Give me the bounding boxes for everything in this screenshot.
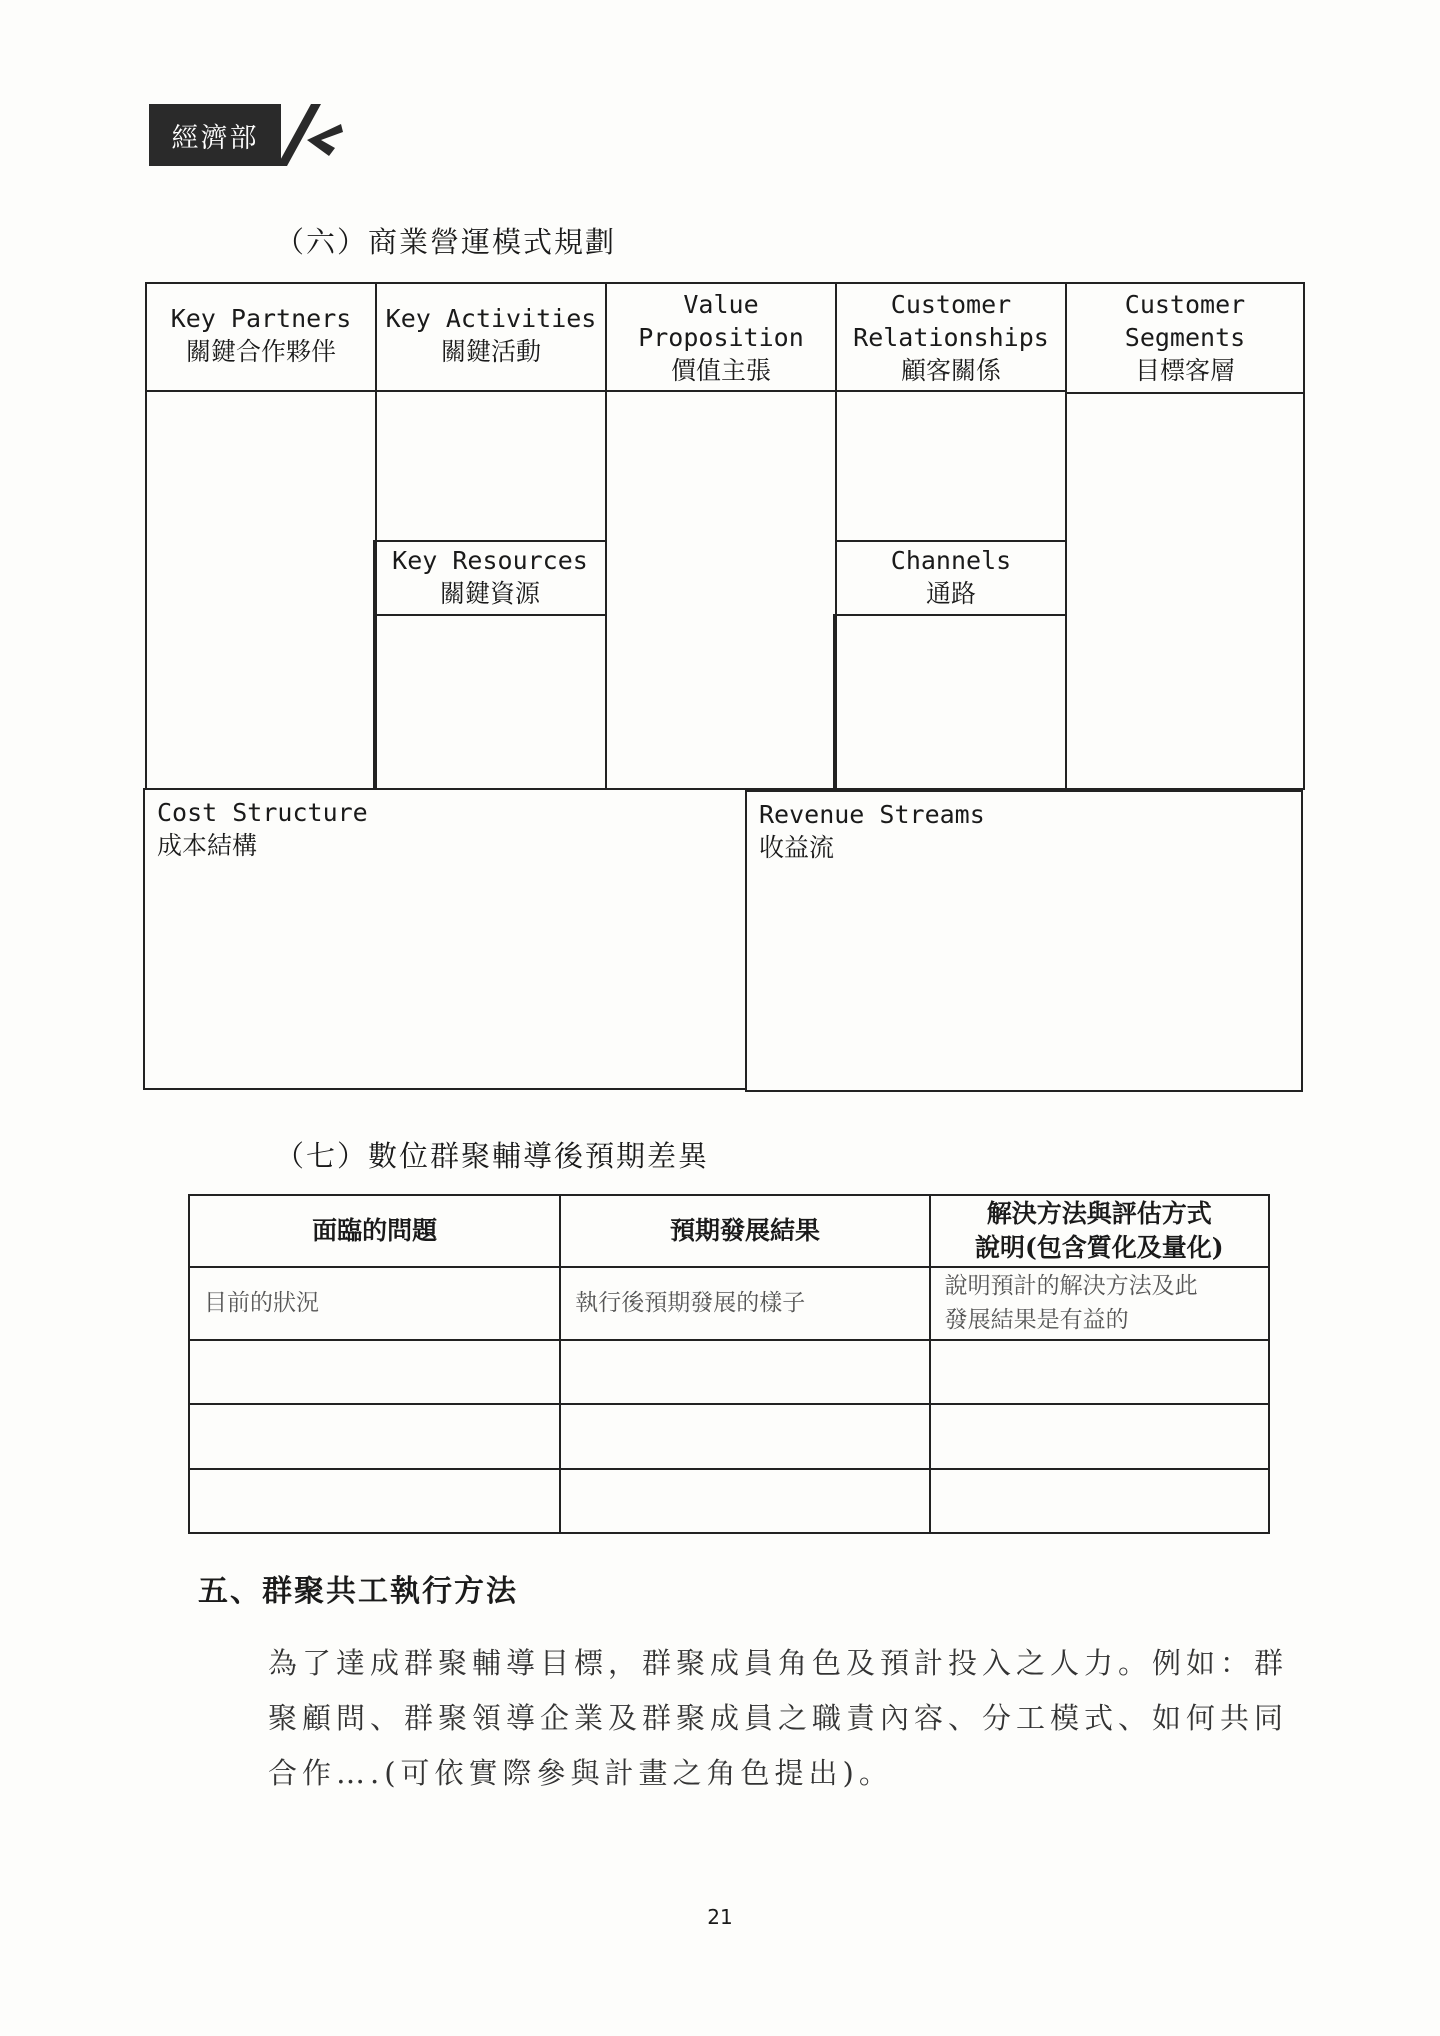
header-problem: 面臨的問題	[189, 1195, 560, 1267]
header-solution-line2: 說明(包含質化及量化)	[974, 1233, 1224, 1263]
value-proposition-area[interactable]	[605, 390, 837, 790]
key-partners-area[interactable]	[145, 390, 377, 790]
ministry-emblem-icon	[277, 104, 349, 166]
section-5-heading: 五、群聚共工執行方法	[198, 1574, 518, 1609]
sample-solution[interactable]	[930, 1267, 1269, 1339]
channels-label-en: Channels	[890, 546, 1012, 575]
key-activities-label-zh: 關鍵活動	[440, 337, 541, 366]
key-resources-header	[373, 540, 607, 616]
customer-relationships-label-en2: Relationships	[853, 323, 1049, 352]
customer-segments-label-en2: Segments	[1124, 323, 1246, 352]
value-proposition-label-en1: Value	[683, 290, 759, 319]
table-cell[interactable]	[189, 1340, 560, 1404]
customer-segments-area[interactable]	[1065, 392, 1305, 790]
cost-structure-area[interactable]	[143, 788, 747, 1090]
table-cell[interactable]	[189, 1404, 560, 1468]
table-cell[interactable]	[930, 1469, 1269, 1533]
key-partners-header	[145, 282, 377, 392]
sample-expected-result[interactable]: 執行後預期發展的樣子	[560, 1267, 929, 1339]
value-proposition-label-en2: Proposition	[638, 323, 804, 352]
key-activities-header	[375, 282, 607, 392]
table-cell[interactable]	[189, 1469, 560, 1533]
revenue-streams-label-en: Revenue Streams	[759, 800, 985, 829]
revenue-streams-label-zh: 收益流	[759, 833, 835, 862]
header-solution	[930, 1195, 1269, 1267]
sample-solution-line1: 說明預計的解決方法及此	[944, 1273, 1198, 1300]
customer-relationships-area[interactable]	[835, 390, 1067, 542]
table-row	[189, 1469, 1269, 1533]
table-cell[interactable]	[560, 1469, 929, 1533]
expected-difference-table	[188, 1194, 1270, 1534]
table-row	[189, 1404, 1269, 1468]
key-activities-area[interactable]	[375, 390, 607, 542]
table-cell[interactable]	[930, 1404, 1269, 1468]
key-activities-label-en: Key Activities	[385, 304, 597, 333]
header-solution-line1: 解決方法與評估方式	[986, 1199, 1212, 1229]
key-resources-area[interactable]	[373, 614, 607, 790]
key-resources-label-zh: 關鍵資源	[439, 579, 540, 608]
table-row	[189, 1340, 1269, 1404]
table-cell[interactable]	[560, 1340, 929, 1404]
table-row	[189, 1267, 1269, 1339]
value-proposition-header	[605, 282, 837, 392]
customer-relationships-label-zh: 顧客關係	[900, 356, 1001, 385]
ministry-logo	[149, 104, 349, 166]
customer-relationships-header	[835, 282, 1067, 392]
section-6-title: （六）商業營運模式規劃	[275, 225, 617, 259]
channels-header	[835, 540, 1067, 616]
channels-label-zh: 通路	[925, 579, 976, 608]
sample-solution-line2: 發展結果是有益的	[944, 1306, 1129, 1333]
key-partners-label-zh: 關鍵合作夥伴	[185, 337, 336, 366]
revenue-streams-area[interactable]	[745, 790, 1303, 1092]
page-number: 21	[707, 1905, 733, 1929]
key-resources-label-en: Key Resources	[392, 546, 588, 575]
key-partners-label-en: Key Partners	[170, 304, 352, 333]
customer-segments-header	[1065, 282, 1305, 394]
channels-area[interactable]	[833, 614, 1067, 790]
header-expected-result: 預期發展結果	[560, 1195, 929, 1267]
value-proposition-label-zh: 價值主張	[670, 356, 771, 385]
sample-current-status[interactable]: 目前的狀況	[189, 1267, 560, 1339]
customer-segments-label-zh: 目標客層	[1134, 356, 1235, 385]
cost-structure-label-en: Cost Structure	[157, 798, 368, 827]
table-header-row	[189, 1195, 1269, 1267]
business-model-canvas	[145, 282, 1305, 1096]
table-cell[interactable]	[930, 1340, 1269, 1404]
section-5-body: 為了達成群聚輔導目標，群聚成員角色及預計投入之人力。例如：群聚顧問、群聚領導企業及群聚成員之職責內容、分工模式、如何共同合作….(可依實際參與計畫之角色提出)。	[268, 1646, 1289, 1790]
table-cell[interactable]	[560, 1404, 929, 1468]
ministry-name: 經濟部	[149, 104, 281, 166]
cost-structure-label-zh: 成本結構	[157, 831, 258, 860]
section-7-title: （七）數位群聚輔導後預期差異	[275, 1139, 710, 1173]
customer-relationships-label-en1: Customer	[890, 290, 1012, 319]
customer-segments-label-en1: Customer	[1124, 290, 1246, 319]
